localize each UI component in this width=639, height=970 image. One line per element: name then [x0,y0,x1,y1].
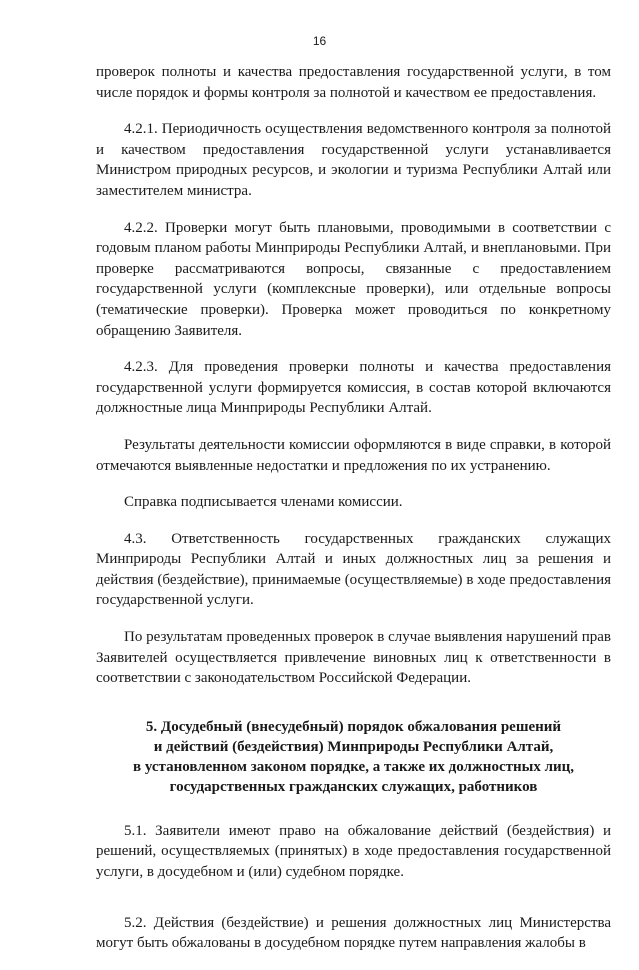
paragraph-5-1: 5.1. Заявители имеют право на обжалование действий (бездействия) и решений, осуществляемых (принятых) в ходе предоставления государственной услуги, в досудебном и (или) судебном порядке. [96,822,611,881]
paragraph-4-3: 4.3. Ответственность государственных гражданских служащих Минприроды Республики Алтай и иных должностных лиц за решения и действия (бездействие), принимаемые (осуществляемые) в ходе предоставления государственной услуги. [96,530,611,609]
paragraph-certificate-signing: Справка подписывается членами комиссии. [124,494,403,511]
paragraph-5-2: 5.2. Действия (бездействие) и решения должностных лиц Министерства могут быть обжалованы в досудебном порядке путем направления жалобы в [96,914,611,952]
section-heading-line: 5. Досудебный (внесудебный) порядок обжалования решений [145,718,562,735]
paragraph-commission-results: Результаты деятельности комиссии оформляются в виде справки, в которой отмечаются выявленные недостатки и предложения по их устранению. [96,436,611,474]
paragraph-4-2-2: 4.2.2. Проверки могут быть плановыми, проводимыми в соответствии с годовым планом работы Минприроды Республики Алтай, и внеплановыми. При проверке рассматриваются вопросы, связанные с предоставлением государственной услуги (комплексные проверки), или отдельные вопросы (тематические проверки). Проверка может проводиться по конкретному обращению Заявителя. [96,219,611,339]
page-number: 16 [312,34,327,48]
section-heading-line: и действий (бездействия) Минприроды Республики Алтай, [153,738,554,755]
paragraph-continuation: проверок полноты и качества предоставления государственной услуги, в том числе порядок и формы контроля за полнотой и качеством ее предоставления. [96,64,611,101]
section-5-heading [96,717,611,797]
section-heading-line: государственных гражданских служащих, работников [169,778,538,795]
document-body [96,62,611,970]
paragraph-inspection-results: По результатам проведенных проверок в случае выявления нарушений прав Заявителей осуществляется привлечение виновных лиц к ответственности в соответствии с законодательством Российской Федерации. [96,629,611,687]
paragraph-4-2-1: 4.2.1. Периодичность осуществления ведомственного контроля за полнотой и качеством предоставления государственной услуги устанавливается Министром природных ресурсов, и экологии и туризма Республики Алтай или заместителем министра. [96,121,611,199]
paragraph-4-2-3: 4.2.3. Для проведения проверки полноты и качества предоставления государственной услуги формируется комиссия, в состав которой включаются должностные лица Минприроды Республики Алтай. [96,359,611,417]
section-heading-line: в установленном законом порядке, а также их должностных лиц, [132,758,575,775]
spacer [96,899,611,913]
